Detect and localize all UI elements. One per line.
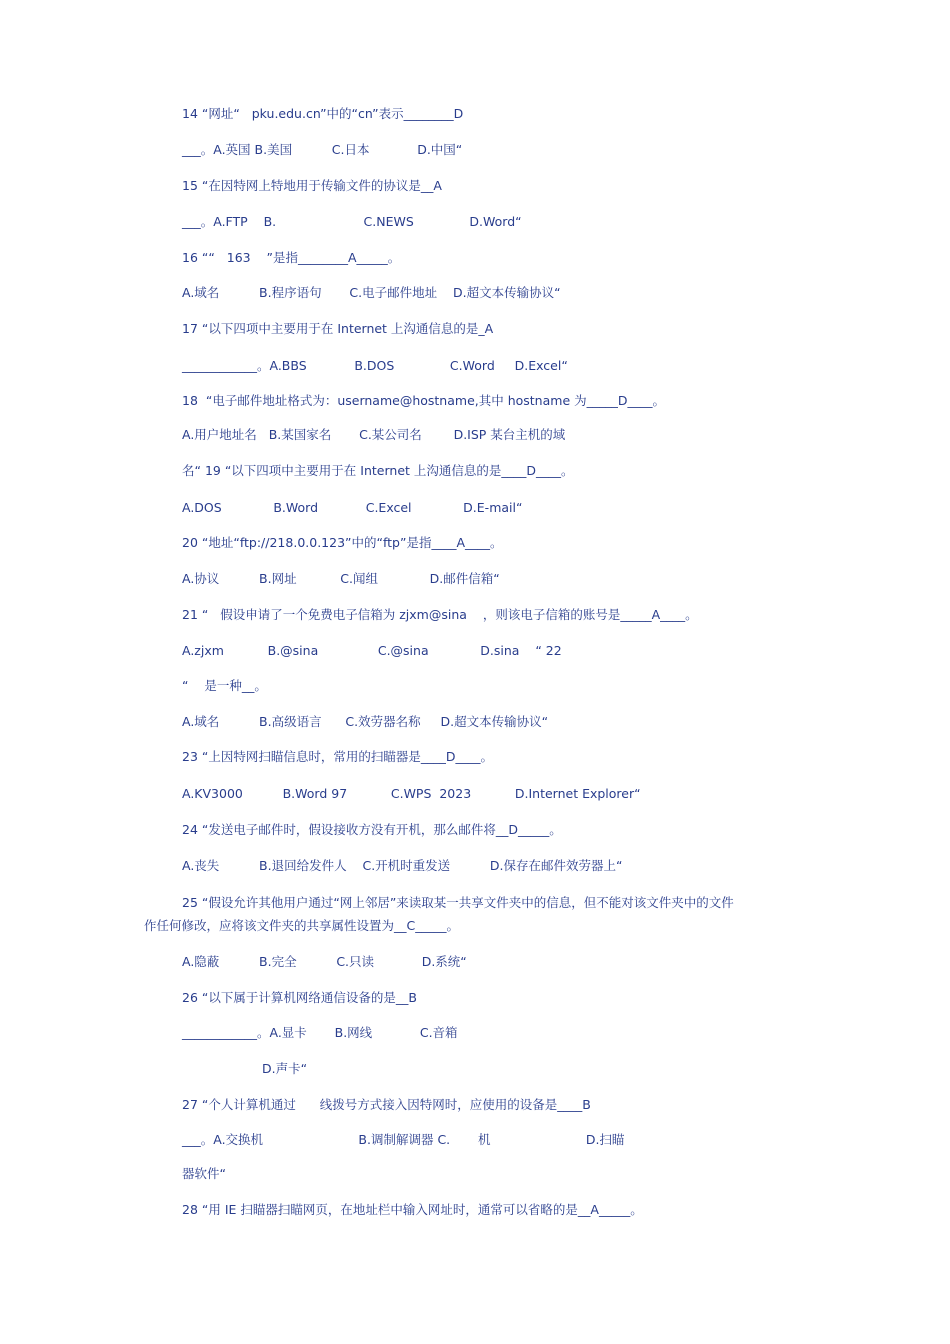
question-19-options: A.DOS B.Word C.Excel D.E-mail“ [182, 500, 523, 515]
question-20: 20 “地址“ftp://218.0.0.123”中的“ftp”是指____A____。 [182, 535, 503, 550]
question-27: 27 “个人计算机通过 线拨号方式接入因特网时，应使用的设备是____B [182, 1097, 591, 1112]
question-24-options: A.丧失 B.退回给发件人 C.开机时重发送 D.保存在邮件效劳器上“ [182, 858, 623, 873]
question-17-options: ____________。A.BBS B.DOS C.Word D.Excel“ [182, 358, 568, 373]
question-15: 15 “在因特网上特地用于传输文件的协议是__A [182, 178, 442, 193]
question-26: 26 “以下属于计算机网络通信设备的是__B [182, 990, 417, 1005]
question-25-options: A.隐蔽 B.完全 C.只读 D.系统“ [182, 954, 467, 969]
question-21-options: A.zjxm B.@sina C.@sina D.sina “ 22 [182, 643, 562, 658]
question-25: 25 “假设允许其他用户通过“网上邻居”来读取某一共享文件夹中的信息，但不能对该文件夹中的文件 [182, 895, 734, 910]
question-23-options: A.KV3000 B.Word 97 C.WPS 2023 D.Internet Explorer“ [182, 786, 641, 801]
question-18: 18 “电子邮件地址格式为：username@hostname,其中 hostname 为_____D____。 [182, 393, 665, 408]
question-20-options: A.协议 B.网址 C.闻组 D.邮件信箱“ [182, 571, 500, 586]
question-22-options: A.域名 B.高级语言 C.效劳器名称 D.超文本传输协议“ [182, 714, 549, 729]
question-16: 16 ““ 163 ”是指________A_____。 [182, 250, 401, 265]
question-16-options: A.域名 B.程序语句 C.电子邮件地址 D.超文本传输协议“ [182, 285, 561, 300]
question-28: 28 “用 IE 扫瞄器扫瞄网页，在地址栏中输入网址时，通常可以省略的是__A_____。 [182, 1202, 643, 1217]
question-25-continued: 作任何修改，应将该文件夹的共享属性设置为__C_____。 [144, 918, 459, 933]
question-26-option-d: D.声卡“ [262, 1061, 308, 1076]
question-19: 名“ 19 “以下四项中主要用于在 Internet 上沟通信息的是____D____。 [182, 463, 574, 478]
question-15-options: ___。A.FTP B. C.NEWS D.Word“ [182, 214, 522, 229]
question-22: “ 是一种__。 [182, 678, 267, 693]
question-14-options: ___。A.英国 B.美国 C.日本 D.中国“ [182, 142, 463, 157]
question-23: 23 “上因特网扫瞄信息时，常用的扫瞄器是____D____。 [182, 749, 493, 764]
question-21: 21 “ 假设申请了一个免费电子信箱为 zjxm@sina ，则该电子信箱的账号是_____A____。 [182, 607, 698, 622]
question-27-options: ___。A.交换机 B.调制解调器 C. 机 D.扫瞄 [182, 1132, 625, 1147]
question-27-options-continued: 器软件“ [182, 1166, 226, 1181]
question-18-options: A.用户地址名 B.某国家名 C.某公司名 D.ISP 某台主机的域 [182, 427, 566, 442]
question-26-options: ____________。A.显卡 B.网线 C.音箱 [182, 1025, 458, 1040]
question-14: 14 “网址“ pku.edu.cn”中的“cn”表示________D [182, 106, 464, 121]
question-17: 17 “以下四项中主要用于在 Internet 上沟通信息的是_A [182, 321, 494, 336]
question-24: 24 “发送电子邮件时，假设接收方没有开机，那么邮件将__D_____。 [182, 822, 562, 837]
